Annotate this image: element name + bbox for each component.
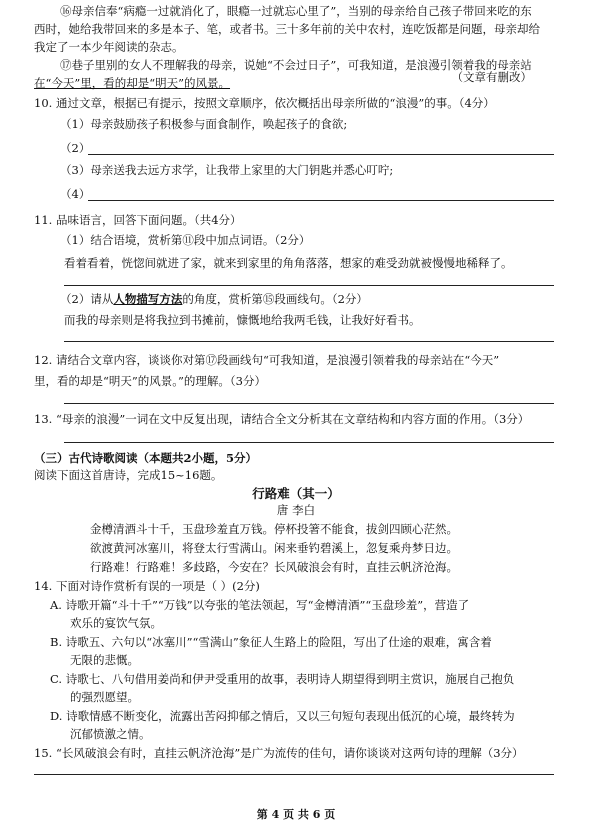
question-10-item-1: （1）母亲鼓励孩子积极参与面食制作，唤起孩子的食欲; — [60, 117, 348, 131]
source-note: （文章有删改） — [451, 70, 532, 84]
option-c-line-1: C. 诗歌七、八句借用姜尚和伊尹受重用的故事，表明诗人期望得到明主赏识，施展自己抱负 — [50, 672, 515, 686]
passage-paragraph-16-line-1: ⑯母亲信奉“病瘾一过就消化了，眼瘾一过就忘心里了”，当别的母亲给自己孩子带回来吃的东 — [60, 4, 532, 18]
answer-line[interactable] — [88, 154, 554, 155]
option-c-line-2: 的强烈愿望。 — [70, 690, 139, 704]
question-12-line-2: 里，看的却是“明天”的风景。”的理解。（3分） — [34, 374, 266, 388]
question-12-line-1: 12. 请结合文章内容，谈谈你对第⑰段画线句“可我知道，是浪漫引领着我的母亲站在“今天” — [34, 353, 500, 367]
answer-line[interactable] — [88, 200, 554, 201]
answer-line[interactable] — [34, 774, 554, 775]
question-11-sub-1: （1）结合语境，赏析第⑪段中加点词语。（2分） — [60, 233, 311, 247]
poem-author: 唐 李白 — [276, 503, 316, 517]
option-b-line-2: 无限的悲慨。 — [70, 653, 139, 667]
question-10-item-3: （3）母亲送我去远方求学，让我带上家里的大门钥匙并悉心叮咛; — [60, 163, 394, 177]
poem-title: 行路难（其一） — [252, 486, 340, 501]
answer-line[interactable] — [64, 403, 554, 404]
question-10-stem: 10. 通过文章，根据已有提示，按照文章顺序，依次概括出母亲所做的“浪漫”的事。（4分） — [34, 96, 495, 110]
question-11-sub-2-text: 而我的母亲则是将我拉到书摊前，慷慨地给我两毛钱，让我好好看书。 — [64, 313, 421, 327]
option-d-line-2: 沉郁愤激之情。 — [70, 727, 151, 741]
page-footer: 第 4 页 共 6 页 — [256, 808, 336, 821]
poem-line-2: 欲渡黄河冰塞川，将登太行雪满山。闲来垂钓碧溪上，忽复乘舟梦日边。 — [90, 541, 458, 555]
option-a-line-1: A. 诗歌开篇“斗十千”“万钱”以夸张的笔法领起，写“金樽清酒”“玉盘珍羞”，营造了 — [50, 598, 470, 612]
question-10-item-4: （4） — [60, 187, 91, 201]
underlined-sentence: 在“今天”里，看的却是“明天”的风景。 — [34, 76, 231, 90]
question-13-stem: 13. “母亲的浪漫”一词在文中反复出现，请结合全文分析其在文章结构和内容方面的作用。（3分） — [34, 412, 530, 426]
passage-paragraph-16-line-2: 西时，她给我带回来的多是本子、笔，或者书。三十多年前的关中农村，连吃饭都是问题，母亲却给 — [34, 22, 540, 36]
option-d-line-1: D. 诗歌情感不断变化，流露出苦闷抑郁之情后，又以三句短句表现出低沉的心境，最终转为 — [50, 709, 515, 723]
section-3-intro: 阅读下面这首唐诗，完成15~16题。 — [34, 468, 223, 482]
question-14-stem: 14. 下面对诗作赏析有误的一项是（ ）(2分) — [34, 579, 260, 593]
option-a-line-2: 欢乐的宴饮气氛。 — [70, 616, 162, 630]
emphasis-phrase: 人物描写方法 — [113, 292, 183, 306]
poem-line-3: 行路难！行路难！多歧路，今安在？长风破浪会有时，直挂云帆济沧海。 — [90, 560, 458, 574]
question-11-sub-2: （2）请从人物描写方法的角度，赏析第⑮段画线句。（2分） — [60, 292, 368, 306]
section-3-heading: （三）古代诗歌阅读（本题共2小题，5分） — [34, 451, 258, 465]
option-b-line-1: B. 诗歌五、六句以“冰塞川”“雪满山”象征人生路上的险阻，写出了仕途的艰难，寓含着 — [50, 635, 492, 649]
passage-paragraph-16-line-3: 我定了一本少年阅读的杂志。 — [34, 40, 184, 54]
question-11-stem: 11. 品味语言，回答下面问题。（共4分） — [34, 213, 242, 227]
answer-line[interactable] — [64, 285, 554, 286]
answer-line[interactable] — [64, 442, 554, 443]
question-15-stem: 15. “长风破浪会有时，直挂云帆济沧海”是广为流传的佳句，请你谈谈对这两句诗的理解（3分） — [34, 746, 524, 760]
question-11-sub-1-text: 看着看着，恍惚间就进了家，就来到家里的角角落落，想家的难受劲就被慢慢地稀释了。 — [64, 256, 513, 270]
answer-line[interactable] — [64, 341, 554, 342]
passage-paragraph-17-line-1: ⑰巷子里别的女人不理解我的母亲，说她“不会过日子”，可我知道，是浪漫引领着我的母亲站 — [60, 58, 532, 72]
question-10-item-2: （2） — [60, 141, 91, 155]
poem-line-1: 金樽清酒斗十千，玉盘珍羞直万钱。停杯投箸不能食，拔剑四顾心茫然。 — [90, 522, 458, 536]
